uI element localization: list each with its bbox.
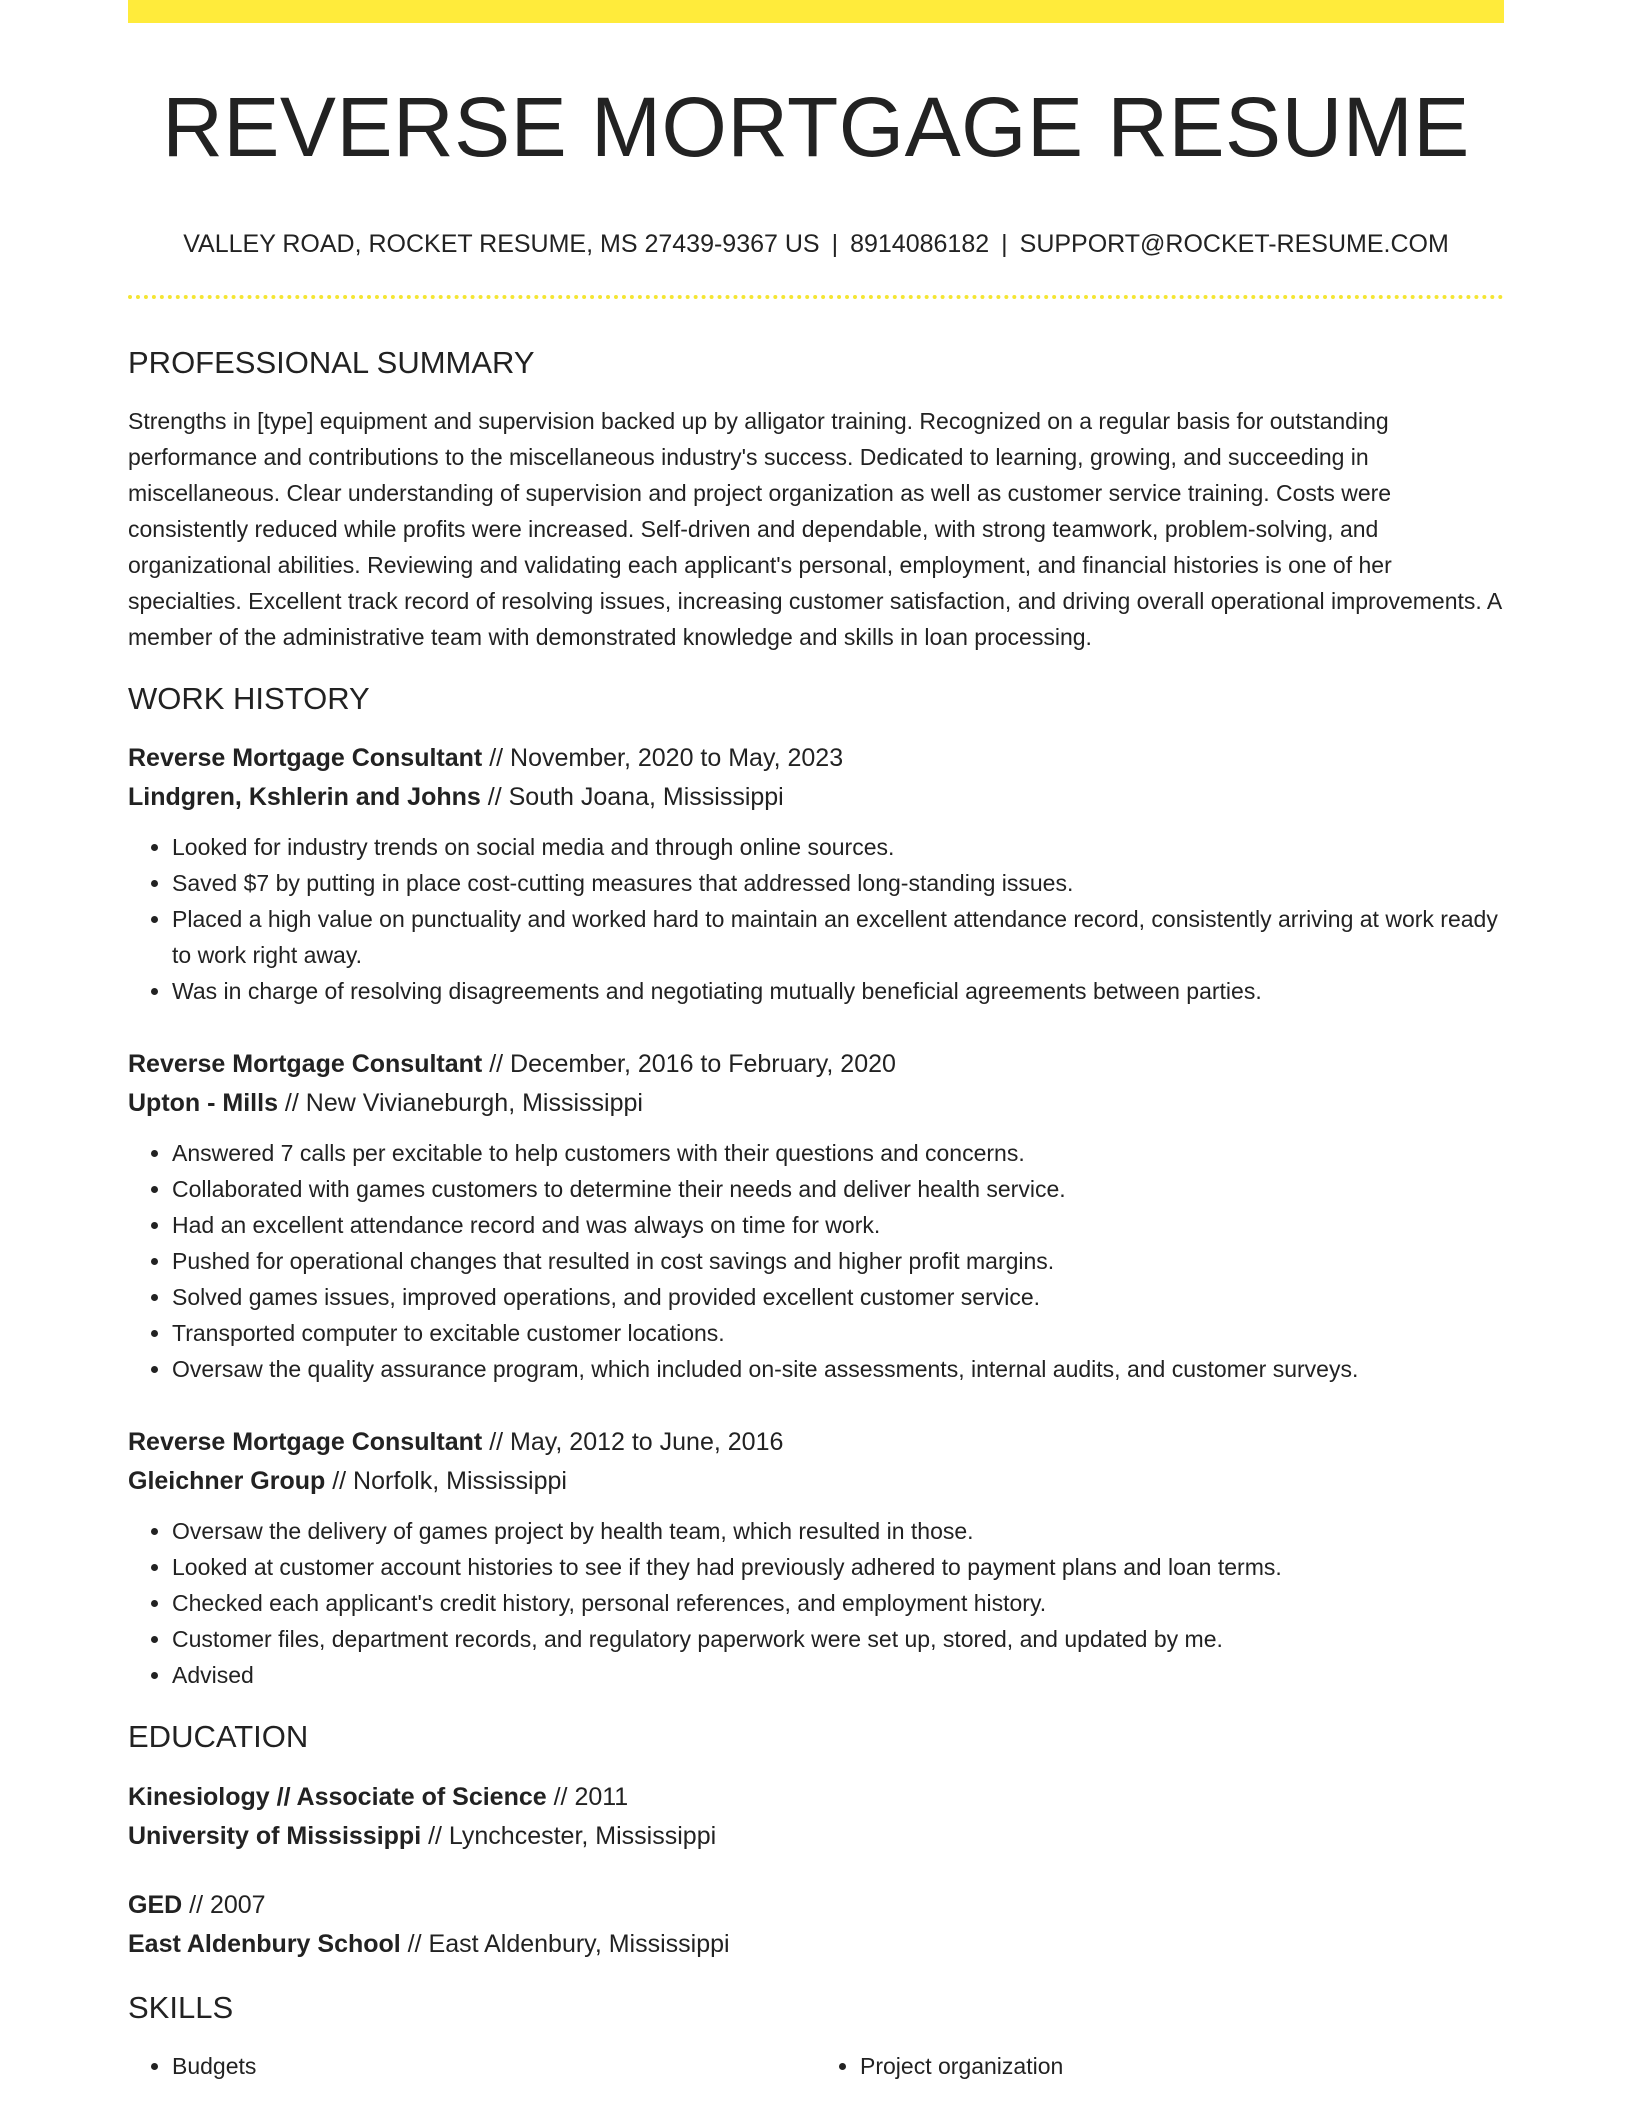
accent-bar <box>128 0 1504 23</box>
education-degree: GED <box>128 1890 183 1919</box>
job-bullets <box>128 1135 1504 1387</box>
job-bullet: • Collaborated with games customers to determine their needs and deliver health service. <box>172 1171 1504 1207</box>
job-location: // Norfolk, Mississippi <box>325 1467 567 1496</box>
contact-separator: | <box>1001 230 1008 258</box>
job-bullet: • Customer files, department records, and regulatory paperwork were set up, stored, and updated by me. <box>172 1621 1504 1657</box>
work-history-heading: WORK HISTORY <box>128 681 370 717</box>
job-location: // New Vivianeburgh, Mississippi <box>277 1089 643 1118</box>
job-dates: // November, 2020 to May, 2023 <box>482 744 844 773</box>
contact-email: SUPPORT@ROCKET-RESUME.COM <box>1019 230 1449 258</box>
job-company: Lindgren, Kshlerin and Johns <box>128 783 481 812</box>
job-company: Gleichner Group <box>128 1467 326 1496</box>
contact-address: VALLEY ROAD, ROCKET RESUME, MS 27439-9367 US <box>183 230 820 258</box>
job-bullet: • Oversaw the delivery of games project by health team, which resulted in those. <box>172 1513 1504 1549</box>
summary-text: Strengths in [type] equipment and supervision backed up by alligator training. Recognized on a regular basis for outstanding performance and contributions to the miscellaneous industry's success. Dedicated to learning, growing, and succeeding in miscellaneous. Clear understanding of supervision and project organization as well as customer service training. Costs were consistently reduced while profits were increased. Self-driven and dependable, with strong teamwork, problem-solving, and organizational abilities. Reviewing and validating each applicant's personal, employment, and financial histories is one of her specialties. Excellent track record of resolving issues, increasing customer satisfaction, and driving overall operational improvements. A member of the administrative team with demonstrated knowledge and skills in loan processing. <box>128 408 1501 651</box>
education-school-line <box>128 1817 1504 1856</box>
resume-title: REVERSE MORTGAGE RESUME <box>162 80 1470 174</box>
skills-column-right <box>816 2048 1504 2084</box>
education-degree-line <box>128 1778 1504 1817</box>
job-bullet: • Advised <box>172 1657 1504 1693</box>
resume-page <box>128 0 1504 2084</box>
education-year: // 2011 <box>546 1782 629 1811</box>
job-entry <box>128 1423 1504 1693</box>
job-bullet: • Oversaw the quality assurance program, which included on-site assessments, internal audits, and customer surveys. <box>172 1351 1504 1387</box>
job-bullet: • Looked for industry trends on social media and through online sources. <box>172 829 1504 865</box>
education-entry <box>128 1778 1504 1856</box>
education-school-line <box>128 1925 1504 1964</box>
job-title: Reverse Mortgage Consultant <box>128 744 483 773</box>
skills-column-left <box>128 2048 816 2084</box>
job-bullets <box>128 1513 1504 1693</box>
job-company-line <box>128 1084 1504 1123</box>
job-bullet: • Checked each applicant's credit history, personal references, and employment history. <box>172 1585 1504 1621</box>
job-company: Upton - Mills <box>128 1089 278 1118</box>
job-entry <box>128 739 1504 1009</box>
skills-heading: SKILLS <box>128 1989 234 2025</box>
job-bullet: • Solved games issues, improved operations, and provided excellent customer service. <box>172 1279 1504 1315</box>
job-entry <box>128 1045 1504 1387</box>
skills-list <box>128 2048 1504 2084</box>
job-title: Reverse Mortgage Consultant <box>128 1428 483 1457</box>
education-school: East Aldenbury School <box>128 1929 401 1958</box>
contact-separator: | <box>831 230 839 258</box>
job-dates: // December, 2016 to February, 2020 <box>482 1050 896 1079</box>
contact-line <box>128 229 1504 259</box>
skill-item: • Project organization <box>860 2048 1504 2084</box>
job-company-line <box>128 1462 1504 1501</box>
job-bullet: • Had an excellent attendance record and was always on time for work. <box>172 1207 1504 1243</box>
education-location: // Lynchcester, Mississippi <box>421 1821 717 1850</box>
education-school: University of Mississippi <box>128 1821 422 1850</box>
job-title-line <box>128 1423 1504 1462</box>
skill-item: • Budgets <box>172 2048 816 2084</box>
job-bullet: • Answered 7 calls per excitable to help customers with their questions and concerns. <box>172 1135 1504 1171</box>
education-degree-line <box>128 1886 1504 1925</box>
job-bullet: • Saved $7 by putting in place cost-cutting measures that addressed long-standing issues. <box>172 865 1504 901</box>
education-year: // 2007 <box>182 1890 266 1919</box>
job-bullet: • Transported computer to excitable customer locations. <box>172 1315 1504 1351</box>
education-location: // East Aldenbury, Mississippi <box>400 1929 730 1958</box>
job-bullet: • Was in charge of resolving disagreements and negotiating mutually beneficial agreements between parties. <box>172 973 1504 1009</box>
job-bullets <box>128 829 1504 1009</box>
job-location: // South Joana, Mississippi <box>480 783 784 812</box>
job-title-line <box>128 739 1504 778</box>
job-bullet: • Looked at customer account histories to see if they had previously adhered to payment plans and loan terms. <box>172 1549 1504 1585</box>
header-divider <box>128 295 1504 299</box>
education-entry <box>128 1886 1504 1964</box>
job-company-line <box>128 778 1504 817</box>
job-bullet: • Placed a high value on punctuality and worked hard to maintain an excellent attendance record, consistently arriving at work ready to work right away. <box>172 901 1504 973</box>
summary-heading: PROFESSIONAL SUMMARY <box>128 345 535 380</box>
education-degree: Kinesiology // Associate of Science <box>128 1782 547 1811</box>
contact-phone: 8914086182 <box>850 230 990 258</box>
job-title: Reverse Mortgage Consultant <box>128 1050 483 1079</box>
job-title-line <box>128 1045 1504 1084</box>
job-bullet: • Pushed for operational changes that resulted in cost savings and higher profit margins. <box>172 1243 1504 1279</box>
education-heading: EDUCATION <box>128 1719 309 1755</box>
job-dates: // May, 2012 to June, 2016 <box>482 1428 784 1457</box>
